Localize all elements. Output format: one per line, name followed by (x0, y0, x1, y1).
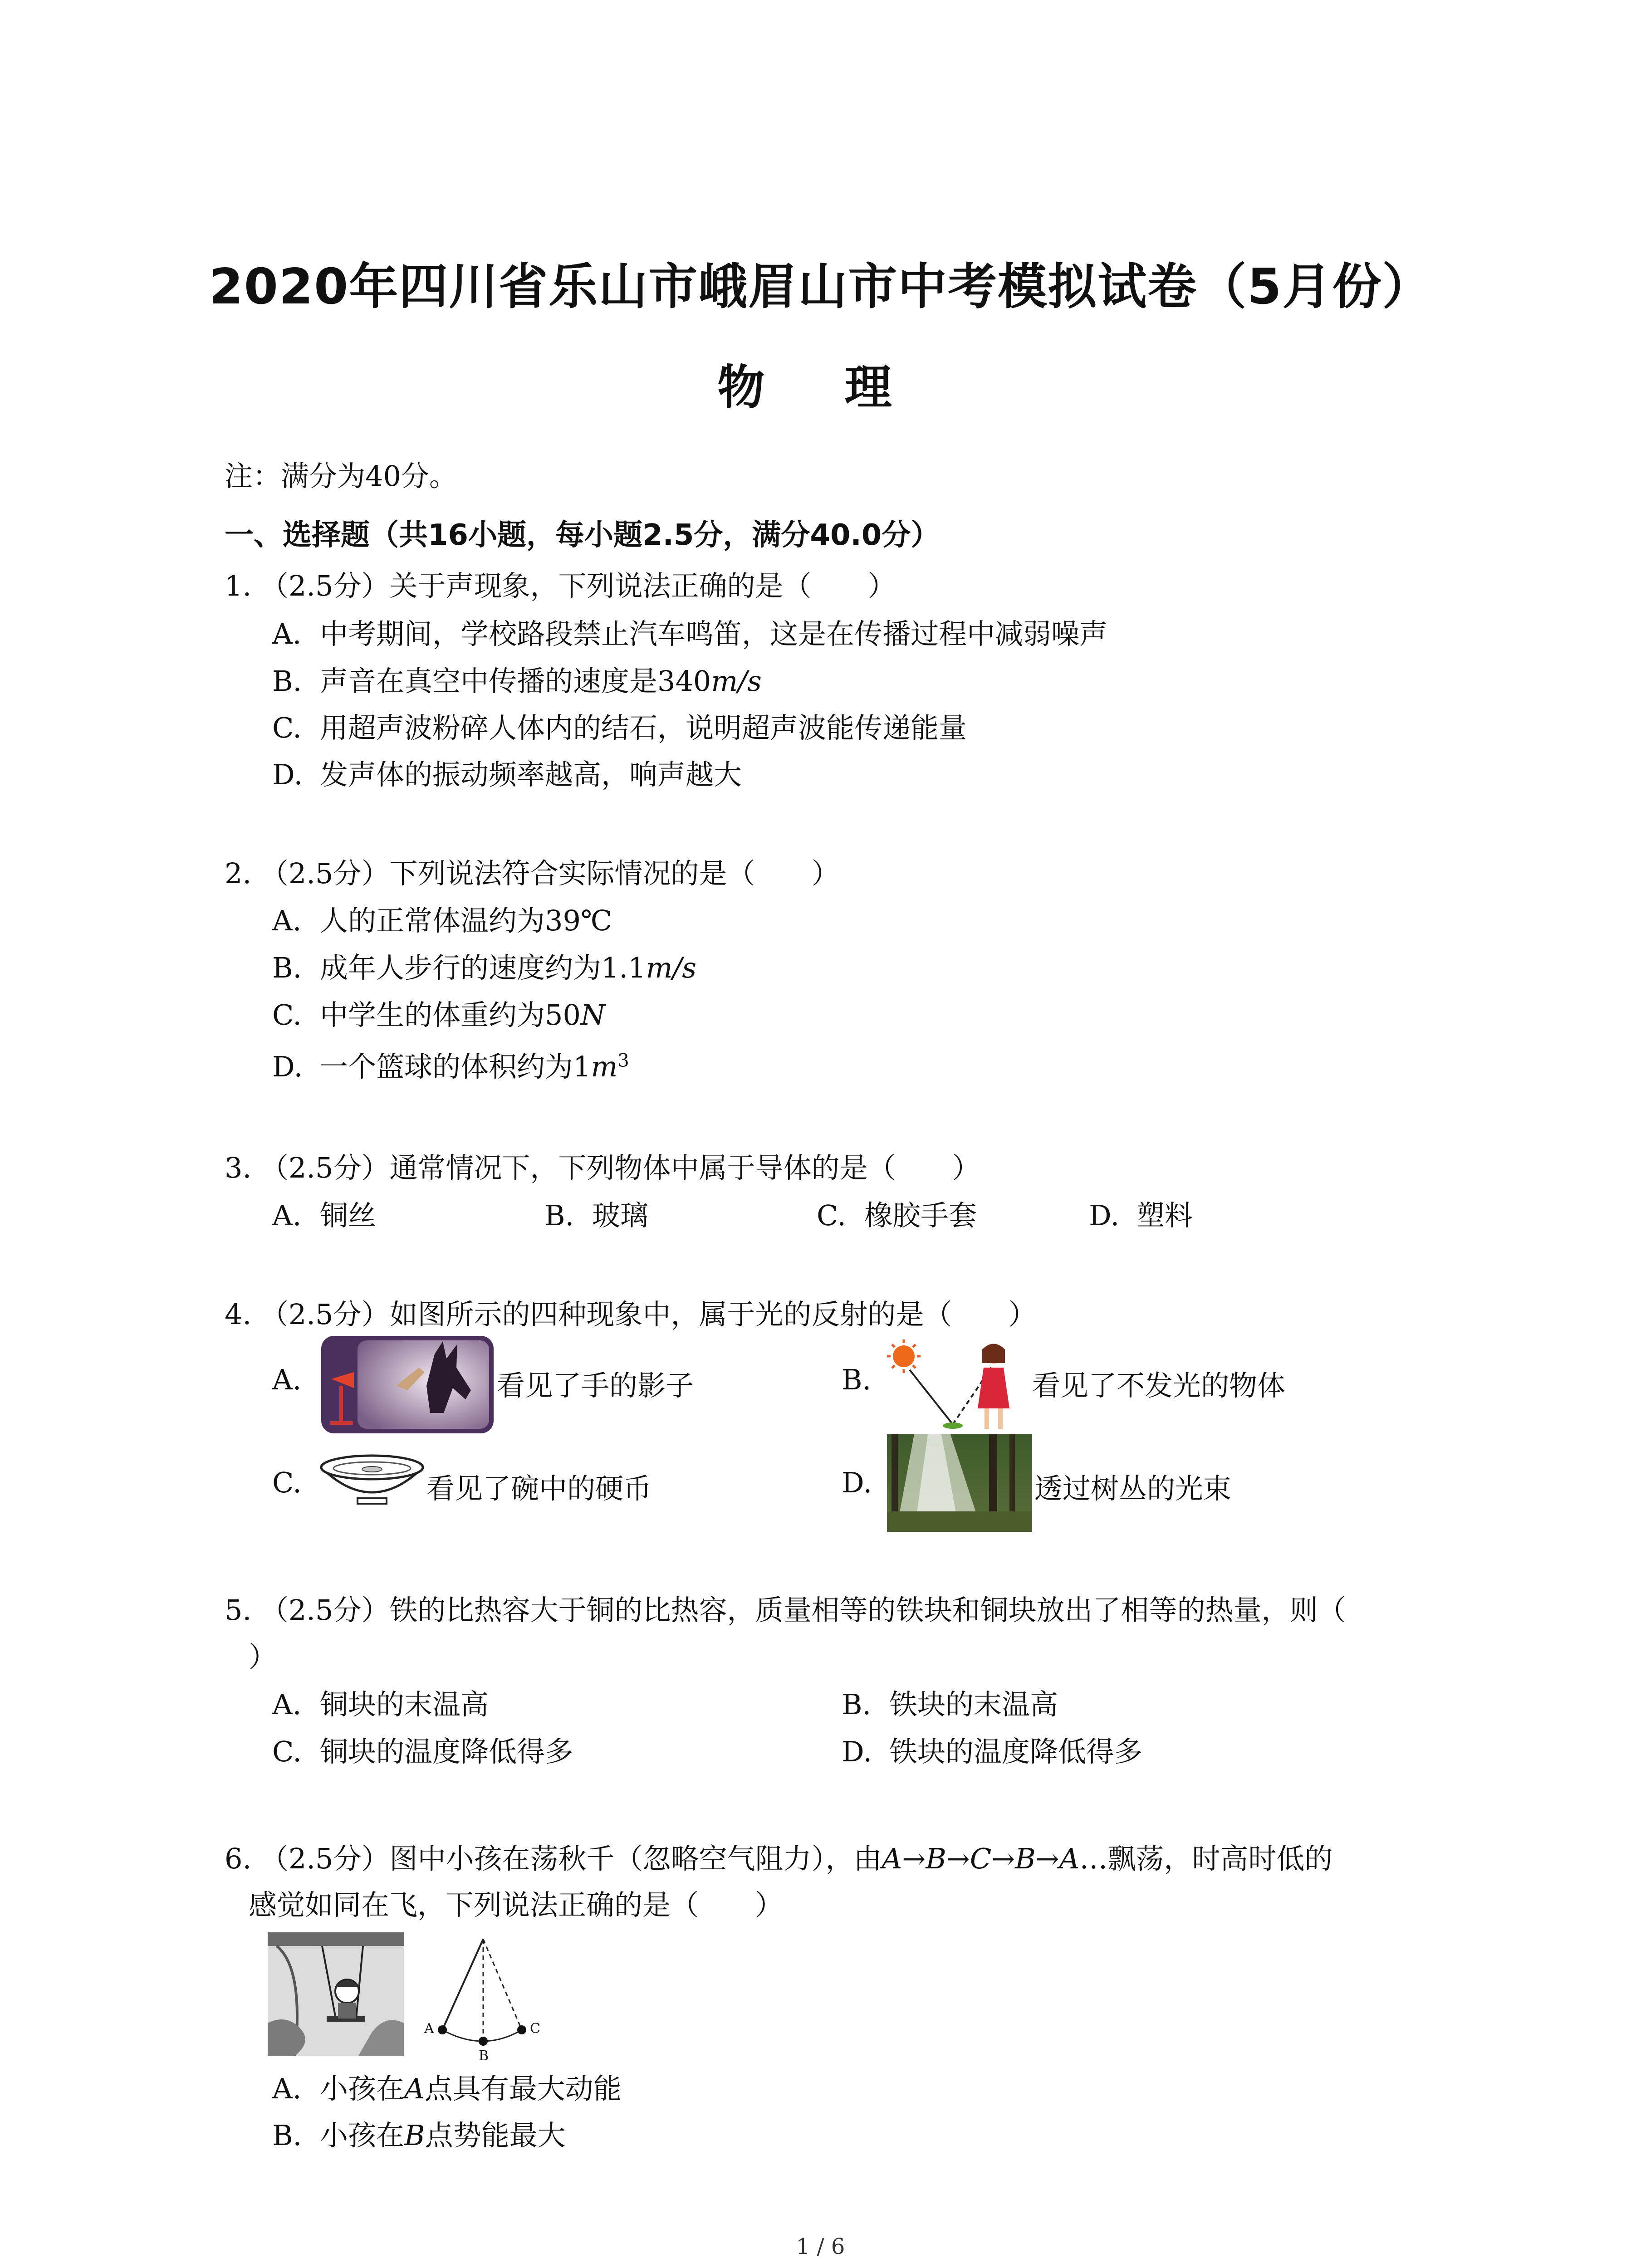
option-label: D. (272, 1050, 303, 1083)
option-var: B (404, 2119, 425, 2152)
question-2-stem: 2. （2.5分）下列说法符合实际情况的是（ ） (225, 857, 840, 890)
q2-option-a (272, 898, 612, 938)
q3-option-c (817, 1193, 977, 1233)
q3-option-a (272, 1193, 376, 1233)
option-pre: 小孩在 (320, 2072, 405, 2105)
superscript: 3 (617, 1050, 629, 1071)
option-label: B. (842, 1688, 872, 1721)
swing-label-a: A (424, 2021, 434, 2037)
option-text: 铜块的温度降低得多 (320, 1735, 573, 1768)
question-1-stem: 1. （2.5分）关于声现象，下列说法正确的是（ ） (225, 569, 896, 602)
unit: m/s (646, 951, 697, 984)
q4-option-d-text: 透过树丛的光束 (1034, 1472, 1232, 1505)
stem-path: A→B→C→B→A (882, 1842, 1080, 1875)
question-5-stem: 5. （2.5分）铁的比热容大于铜的比热容，质量相等的铁块和铜块放出了相等的热量，则（ (225, 1593, 1346, 1627)
option-label: C. (272, 998, 302, 1031)
option-label: C. (817, 1199, 846, 1232)
option-label: B. (272, 951, 302, 984)
option-label: D. (1089, 1199, 1120, 1232)
unit: N (580, 998, 606, 1031)
q3-option-d (1089, 1193, 1193, 1233)
q2-option-d (272, 1044, 629, 1085)
q4-option-c-label: C. (272, 1466, 302, 1499)
option-text: 中学生的体重约为50 (320, 998, 581, 1031)
q5-option-b (842, 1682, 1058, 1722)
hand-shadow-picture-icon (321, 1336, 494, 1433)
q2-option-c (272, 992, 605, 1033)
option-label: B. (272, 2119, 302, 2152)
question-5-stem-cont: ） (249, 1640, 277, 1673)
question-6-stem-cont: 感觉如同在飞，下列说法正确的是（ ） (249, 1888, 784, 1921)
q4-option-a-text: 看见了手的影子 (497, 1369, 694, 1402)
q4-option-b-label: B. (842, 1363, 872, 1396)
girl-sun-reflection-icon (885, 1336, 1030, 1436)
option-label: C. (272, 711, 302, 744)
option-label: A. (272, 1199, 302, 1232)
option-text: 声音在真空中传播的速度是340 (320, 665, 711, 698)
option-label: D. (272, 758, 303, 791)
option-label: B. (544, 1199, 574, 1232)
option-label: A. (272, 617, 302, 650)
q6-option-a (272, 2066, 622, 2107)
option-text: 铁块的温度降低得多 (889, 1735, 1143, 1768)
option-text: 铁块的末温高 (889, 1688, 1058, 1721)
q4-option-a-label: A. (272, 1363, 302, 1396)
question-6-stem (225, 1836, 1332, 1877)
option-text: 玻璃 (592, 1199, 649, 1232)
option-label: A. (272, 904, 302, 937)
exam-title: 2020年四川省乐山市峨眉山市中考模拟试卷（5月份） (209, 259, 1432, 315)
option-label: D. (842, 1735, 872, 1768)
q1-option-c (272, 705, 967, 746)
swing-pendulum-icon (268, 1932, 558, 2062)
page-number: 1 / 6 (796, 2234, 845, 2259)
q1-option-b (272, 659, 762, 699)
stem-text: 6. （2.5分）图中小孩在荡秋千（忽略空气阻力），由 (225, 1842, 882, 1875)
option-text: 中考期间，学校路段禁止汽车鸣笛，这是在传播过程中减弱噪声 (320, 617, 1108, 650)
q4-option-d-label: D. (842, 1466, 872, 1499)
option-post: 点具有最大动能 (424, 2072, 622, 2105)
option-label: A. (272, 1688, 302, 1721)
option-text: 人的正常体温约为39℃ (320, 904, 612, 937)
option-text: 用超声波粉碎人体内的结石，说明超声波能传递能量 (320, 711, 967, 744)
question-3-stem: 3. （2.5分）通常情况下，下列物体中属于导体的是（ ） (225, 1151, 980, 1184)
q4-option-c-text: 看见了碗中的硬币 (426, 1472, 652, 1505)
option-text: 铜丝 (320, 1199, 377, 1232)
subject-title: 物 理 (717, 360, 924, 415)
unit: m (591, 1050, 618, 1083)
unit: m/s (711, 665, 762, 698)
option-text: 一个篮球的体积约为1 (320, 1050, 591, 1083)
option-text: 塑料 (1136, 1199, 1193, 1232)
option-pre: 小孩在 (320, 2119, 405, 2152)
q5-option-c (272, 1729, 573, 1769)
score-note: 注：满分为40分。 (225, 459, 457, 493)
question-4-stem: 4. （2.5分）如图所示的四种现象中，属于光的反射的是（ ） (225, 1298, 1037, 1331)
q5-option-d (842, 1729, 1142, 1769)
option-text: 成年人步行的速度约为1.1 (320, 951, 646, 984)
swing-label-c: C (530, 2021, 540, 2037)
option-label: B. (272, 665, 302, 698)
q4-option-b-text: 看见了不发光的物体 (1032, 1369, 1286, 1402)
option-label: C. (272, 1735, 302, 1768)
forest-light-beam-icon (887, 1434, 1032, 1532)
q2-option-b (272, 945, 696, 986)
option-label: A. (272, 2072, 302, 2105)
option-text: 铜块的末温高 (320, 1688, 489, 1721)
option-text: 发声体的振动频率越高，响声越大 (320, 758, 742, 791)
q3-option-b (544, 1193, 648, 1233)
q1-option-d (272, 752, 742, 792)
stem-tail: …飘荡，时高时低的 (1079, 1842, 1333, 1875)
q6-option-b (272, 2113, 566, 2153)
bowl-coin-icon (318, 1449, 426, 1510)
q1-option-a (272, 611, 1107, 652)
option-text: 橡胶手套 (864, 1199, 977, 1232)
section-heading: 一、选择题（共16小题，每小题2.5分，满分40.0分） (225, 518, 940, 552)
option-var: A (404, 2072, 425, 2105)
q5-option-a (272, 1682, 489, 1722)
swing-label-b: B (479, 2048, 489, 2062)
option-post: 点势能最大 (425, 2119, 566, 2152)
